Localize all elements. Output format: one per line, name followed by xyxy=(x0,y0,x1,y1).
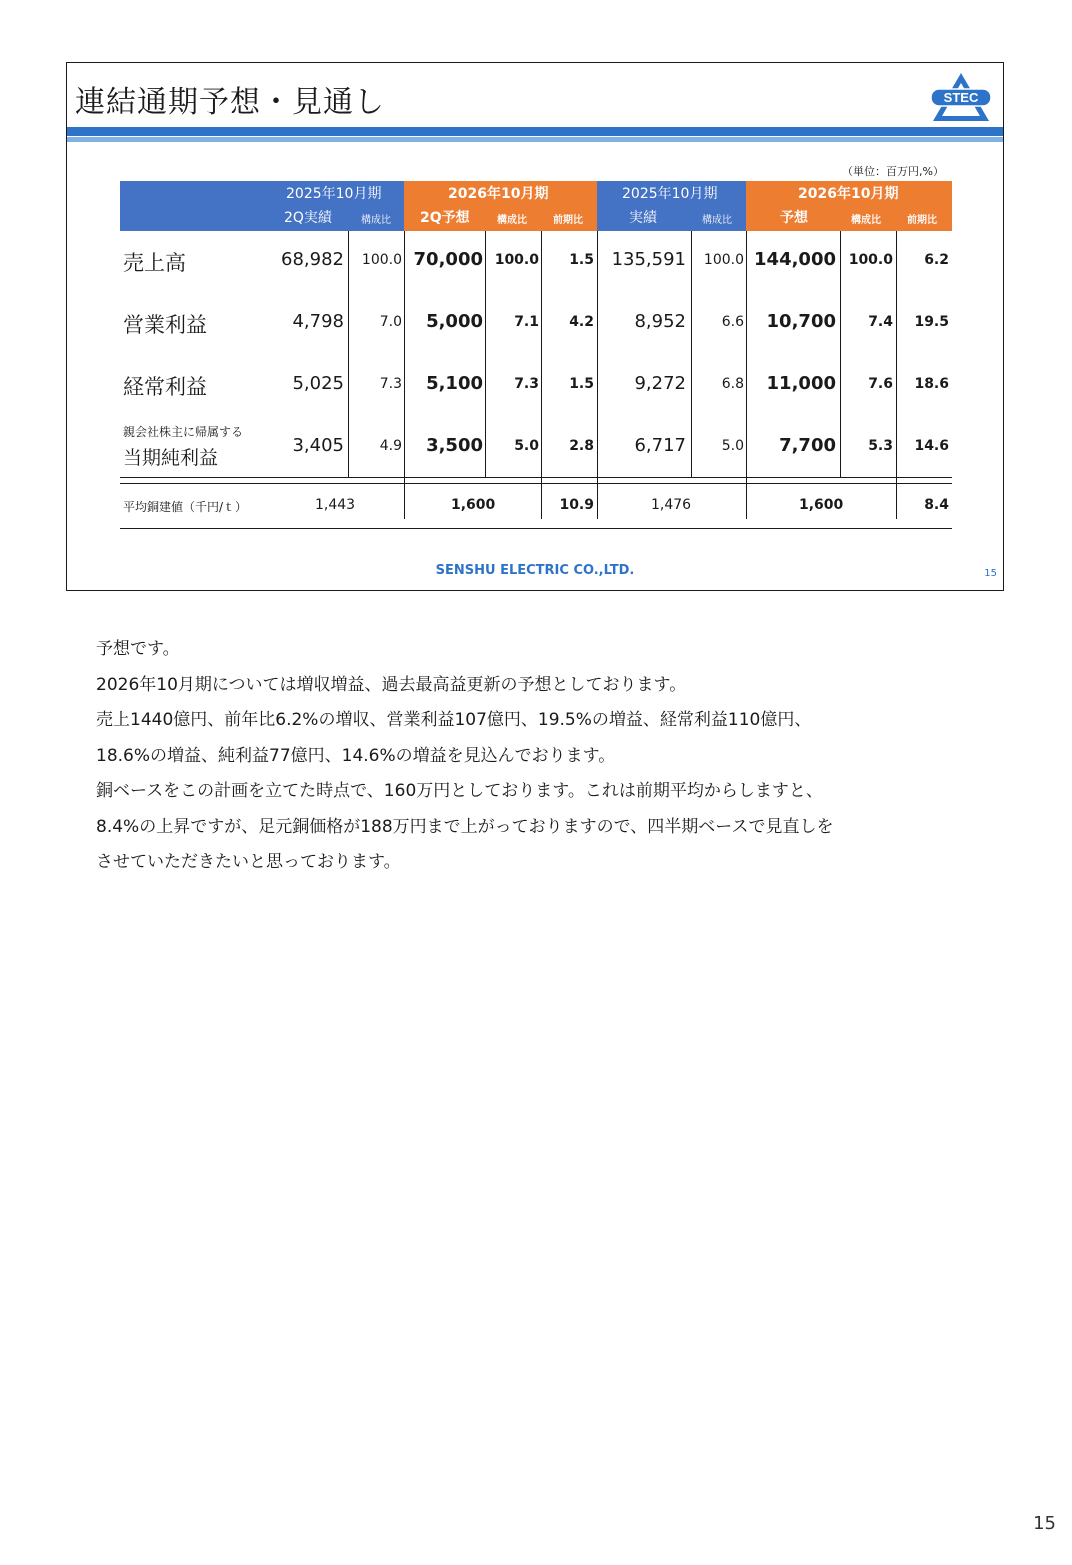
value: 6.6 xyxy=(721,314,744,330)
footer-company: SENSHU ELECTRIC CO.,LTD. xyxy=(435,563,635,578)
note-line: 2026年10月期については増収増益、過去最高益更新の予想としております。 xyxy=(96,674,687,695)
value: 5.0 xyxy=(721,438,744,454)
value: 5,000 xyxy=(426,311,483,332)
value: 4.2 xyxy=(569,314,594,330)
row-label: 当期純利益 xyxy=(123,447,219,469)
title-bar xyxy=(67,127,1003,136)
value: 3,500 xyxy=(426,435,483,456)
value: 7.1 xyxy=(514,314,539,330)
value: 10,700 xyxy=(766,311,836,332)
title-bar-accent xyxy=(67,137,1003,142)
value: 1,600 xyxy=(451,497,496,513)
value: 7.4 xyxy=(868,314,893,330)
value: 10.9 xyxy=(559,497,594,513)
value: 6,717 xyxy=(634,435,686,456)
logo-text: STEC xyxy=(943,90,979,105)
value: 8.4 xyxy=(924,497,949,513)
header-group-2026-full xyxy=(746,181,952,231)
value: 2.8 xyxy=(569,438,594,454)
value: 7.0 xyxy=(379,314,402,330)
value: 4.9 xyxy=(379,438,402,454)
value: 144,000 xyxy=(754,249,836,270)
note-line: 8.4%の上昇ですが、足元銅価格が188万円まで上がっておりますので、四半期ベースで見直しを xyxy=(96,816,834,837)
value: 7.6 xyxy=(868,376,893,392)
header-group-2026-2q xyxy=(404,181,597,231)
header-col: 構成比 xyxy=(851,215,881,226)
value: 70,000 xyxy=(413,249,483,270)
value: 5,100 xyxy=(426,373,483,394)
value: 5.0 xyxy=(514,438,539,454)
header-period: 2025年10月期 xyxy=(622,186,718,202)
value: 100.0 xyxy=(703,252,744,268)
value: 4,798 xyxy=(292,311,344,332)
value: 7.3 xyxy=(514,376,539,392)
header-period: 2025年10月期 xyxy=(286,186,382,202)
row-label: 経常利益 xyxy=(123,375,207,399)
speaker-notes xyxy=(96,632,996,881)
value: 7,700 xyxy=(779,435,836,456)
header-group-2025-2q xyxy=(120,181,404,231)
slide xyxy=(66,62,1004,591)
row-label-small: 親会社株主に帰属する xyxy=(123,425,244,439)
slide-title: 連結通期予想・見通し xyxy=(75,85,385,120)
value: 100.0 xyxy=(848,252,893,268)
header-group-2025-full xyxy=(597,181,746,231)
copper-label: 平均銅建値（千円/ｔ） xyxy=(123,500,248,514)
value: 100.0 xyxy=(361,252,402,268)
value: 1.5 xyxy=(569,252,594,268)
row-label: 営業利益 xyxy=(123,313,207,337)
header-col: 前期比 xyxy=(907,215,937,226)
header-col: 構成比 xyxy=(497,215,527,226)
note-line: 予想です。 xyxy=(96,639,180,659)
value: 5.3 xyxy=(868,438,893,454)
header-col: 2Q実績 xyxy=(284,210,332,226)
header-col: 実績 xyxy=(629,210,657,226)
header-period: 2026年10月期 xyxy=(798,186,899,202)
value: 18.6 xyxy=(914,376,949,392)
value: 6.2 xyxy=(924,252,949,268)
value: 135,591 xyxy=(611,249,686,270)
value: 6.8 xyxy=(721,376,744,392)
note-line: させていただきたいと思っております。 xyxy=(96,852,401,872)
value: 8,952 xyxy=(634,311,686,332)
note-line: 銅ベースをこの計画を立てた時点で、160万円としております。これは前期平均からしますと、 xyxy=(96,781,823,801)
value: 14.6 xyxy=(914,438,949,454)
value: 100.0 xyxy=(494,252,539,268)
value: 1.5 xyxy=(569,376,594,392)
note-line: 18.6%の増益、純利益77億円、14.6%の増益を見込んでおります。 xyxy=(96,745,616,766)
page-number: 15 xyxy=(1033,1513,1056,1534)
header-col: 予想 xyxy=(780,210,808,226)
header-col: 構成比 xyxy=(361,215,391,226)
value: 3,405 xyxy=(292,435,344,456)
unit-note: （単位：百万円,%） xyxy=(842,165,944,178)
stec-logo xyxy=(929,71,993,123)
header-col: 前期比 xyxy=(553,215,583,226)
value: 19.5 xyxy=(914,314,949,330)
header-period: 2026年10月期 xyxy=(448,186,549,202)
note-line: 売上1440億円、前年比6.2%の増収、営業利益107億円、19.5%の増益、経常利益110億円、 xyxy=(96,710,812,730)
value: 7.3 xyxy=(379,376,402,392)
row-label: 売上高 xyxy=(123,251,186,275)
value: 68,982 xyxy=(281,249,344,270)
value: 9,272 xyxy=(634,373,686,394)
value: 5,025 xyxy=(292,373,344,394)
value: 1,476 xyxy=(651,497,692,513)
header-col: 2Q予想 xyxy=(420,210,470,226)
value: 1,600 xyxy=(799,497,844,513)
header-col: 構成比 xyxy=(702,215,732,226)
slide-number: 15 xyxy=(984,568,997,579)
value: 1,443 xyxy=(315,497,356,513)
value: 11,000 xyxy=(766,373,836,394)
